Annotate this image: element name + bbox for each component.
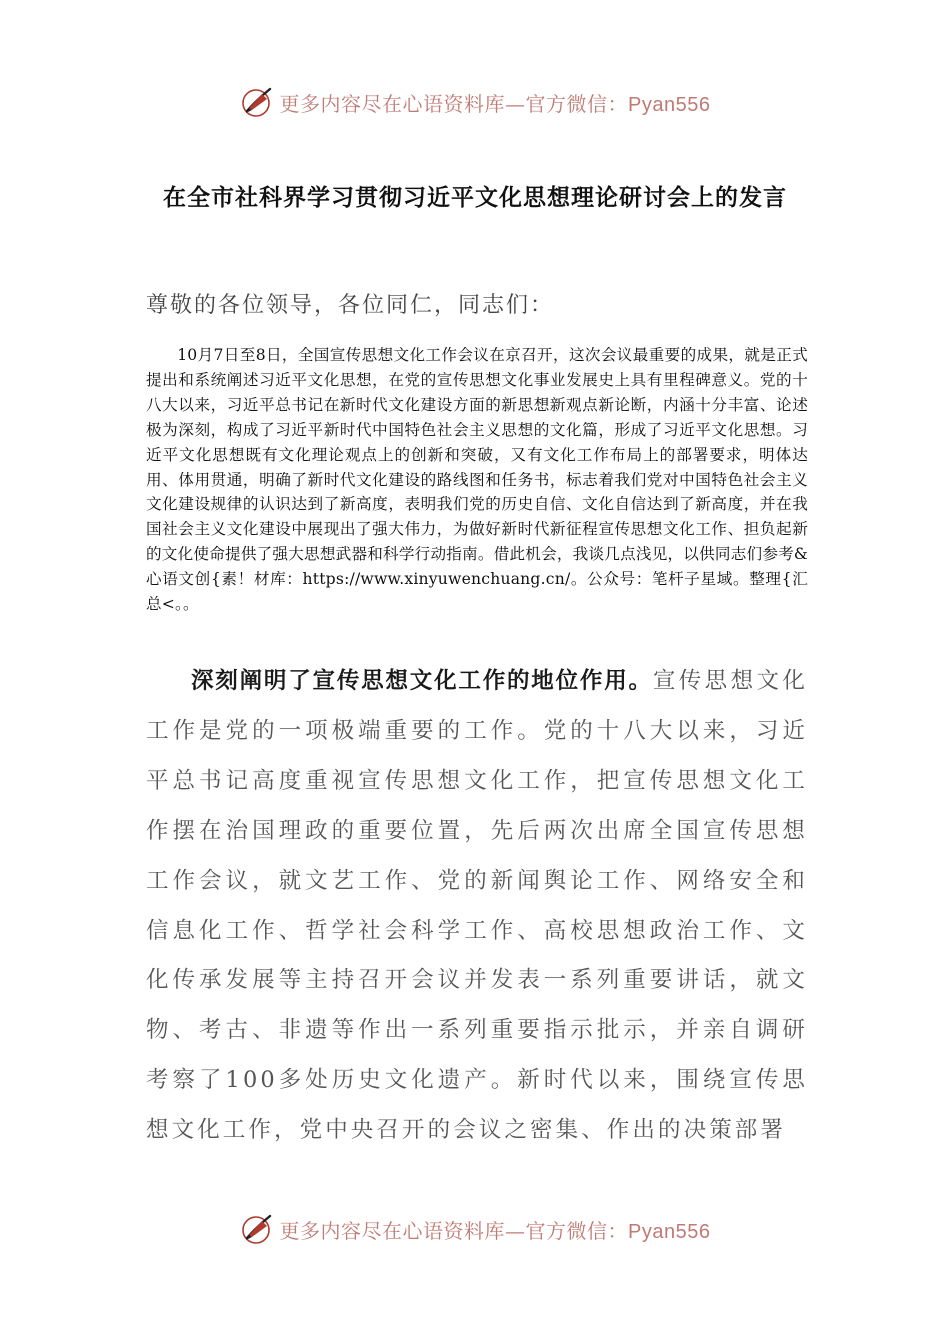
document-title: 在全市社科界学习贯彻习近平文化思想理论研讨会上的发言	[163, 185, 787, 211]
salutation: 尊敬的各位领导，各位同仁，同志们：	[146, 293, 555, 318]
banner-text: 更多内容尽在心语资料库—官方微信：	[279, 91, 629, 116]
banner-text: 更多内容尽在心语资料库—官方微信：	[279, 1218, 629, 1243]
wechat-handle: Pyan556	[628, 1220, 711, 1243]
section-1-body: 宣传思想文化工作是党的一项极端重要的工作。党的十八大以来，习近平总书记高度重视宣传思想文化工作，把宣传思想文化工作摆在治国理政的重要位置，先后两次出席全国宣传思想工作会议，就文艺工作、党的新闻舆论工作、网络安全和信息化工作、哲学社会科学工作、高校思想政治工作、文化传承发展等主持召开会议并发表一系列重要讲话，就文物、考古、非遗等作出一系列重要指示批示，并亲自调研考察了100多处历史文化遗产。新时代以来，围绕宣传思想文化工作，党中央召开的会议之密集、作出的决策部署	[146, 668, 808, 1144]
pen-logo-icon	[240, 85, 274, 119]
pen-logo-icon	[240, 1212, 274, 1246]
footer-watermark-banner	[0, 1209, 950, 1249]
header-watermark-banner	[0, 82, 950, 122]
section-1-paragraph	[146, 657, 808, 1156]
wechat-handle: Pyan556	[628, 93, 711, 116]
intro-paragraph: 10月7日至8日，全国宣传思想文化工作会议在京召开，这次会议最重要的成果，就是正式提出和系统阐述习近平文化思想，在党的宣传思想文化事业发展史上具有里程碑意义。党的十八大以来，习近平总书记在新时代文化建设方面的新思想新观点新论断，内涵十分丰富、论述极为深刻，构成了习近平新时代中国特色社会主义思想的文化篇，形成了习近平文化思想。习近平文化思想既有文化理论观点上的创新和突破，又有文化工作布局上的部署要求，明体达用、体用贯通，明确了新时代文化建设的路线图和任务书，标志着我们党对中国特色社会主义文化建设规律的认识达到了新高度，表明我们党的历史自信、文化自信达到了新高度，并在我国社会主义文化建设中展现出了强大伟力，为做好新时代新征程宣传思想文化工作、担负起新的文化使命提供了强大思想武器和科学行动指南。借此机会，我谈几点浅见，以供同志们参考&心语文创{素！材库：https://www.xinyuwenchuang.cn/。公众号：笔杆子星域。整理{汇总<。。	[146, 346, 808, 614]
section-1-heading: 深刻阐明了宣传思想文化工作的地位作用。	[191, 668, 653, 694]
